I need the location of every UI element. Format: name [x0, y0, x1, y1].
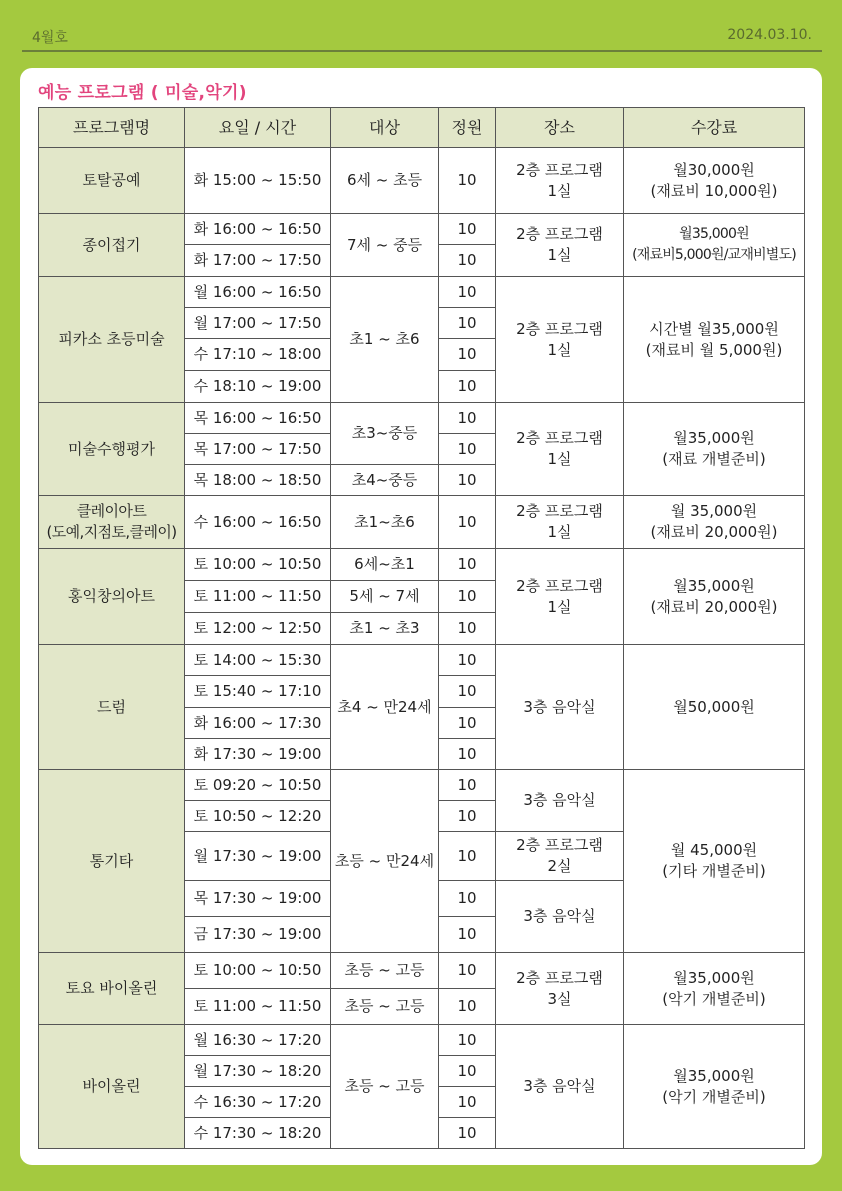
target-cell: 5세 ~ 7세 — [331, 581, 439, 613]
time-cell: 수 17:30 ~ 18:20 — [185, 1118, 331, 1149]
place-line: 2층 프로그램 — [516, 429, 603, 447]
header-place: 장소 — [496, 108, 624, 148]
place-cell — [496, 953, 624, 1025]
capacity-cell: 10 — [439, 832, 496, 881]
content-panel — [20, 68, 822, 1165]
time-cell: 월 16:00 ~ 16:50 — [185, 277, 331, 308]
capacity-cell: 10 — [439, 645, 496, 676]
fee-line: 월35,000원 — [673, 968, 755, 987]
fee-cell — [624, 277, 805, 403]
place-cell: 3층 음악실 — [496, 881, 624, 953]
place-line: 1실 — [547, 246, 572, 264]
time-cell: 토 10:50 ~ 12:20 — [185, 801, 331, 832]
capacity-cell: 10 — [439, 770, 496, 801]
capacity-cell: 10 — [439, 581, 496, 613]
time-cell: 목 17:00 ~ 17:50 — [185, 434, 331, 465]
program-name: 드럼 — [39, 645, 185, 770]
capacity-cell: 10 — [439, 801, 496, 832]
time-cell: 토 09:20 ~ 10:50 — [185, 770, 331, 801]
time-cell: 토 14:00 ~ 15:30 — [185, 645, 331, 676]
program-name: 토탈공예 — [39, 148, 185, 214]
place-line: 2층 프로그램 — [516, 576, 603, 595]
fee-line: (악기 개별준비) — [662, 1087, 766, 1106]
place-cell — [496, 549, 624, 645]
program-name — [39, 496, 185, 549]
capacity-cell: 10 — [439, 496, 496, 549]
target-cell: 초등 ~ 고등 — [331, 953, 439, 989]
header-target: 대상 — [331, 108, 439, 148]
fee-cell — [624, 770, 805, 953]
capacity-cell: 10 — [439, 434, 496, 465]
place-line: 2층 프로그램 — [516, 225, 603, 243]
time-cell: 화 17:30 ~ 19:00 — [185, 739, 331, 770]
fee-cell — [624, 214, 805, 277]
target-cell: 초3~중등 — [331, 403, 439, 465]
table-row — [39, 953, 805, 989]
fee-cell: 월50,000원 — [624, 645, 805, 770]
capacity-cell: 10 — [439, 708, 496, 739]
capacity-cell: 10 — [439, 1056, 496, 1087]
table-row — [39, 277, 805, 308]
place-line: 2층 프로그램 — [516, 968, 603, 987]
time-cell: 월 16:30 ~ 17:20 — [185, 1025, 331, 1056]
program-name: 통기타 — [39, 770, 185, 953]
place-line: 2층 프로그램 — [516, 502, 603, 520]
fee-line: 월 45,000원 — [670, 841, 758, 859]
fee-line: 월35,000원 — [673, 429, 755, 447]
capacity-cell: 10 — [439, 739, 496, 770]
time-cell: 토 11:00 ~ 11:50 — [185, 581, 331, 613]
time-cell: 화 15:00 ~ 15:50 — [185, 148, 331, 214]
time-cell: 월 17:00 ~ 17:50 — [185, 308, 331, 339]
fee-line: (재료비 20,000원) — [650, 597, 778, 616]
section-title: 예능 프로그램 ( 미술,악기) — [38, 83, 247, 103]
program-name: 종이접기 — [39, 214, 185, 277]
table-header-row — [39, 108, 805, 148]
place-line: 2층 프로그램 — [516, 319, 603, 338]
table-row — [39, 214, 805, 245]
capacity-cell: 10 — [439, 403, 496, 434]
place-cell — [496, 496, 624, 549]
place-line: 1실 — [547, 450, 572, 468]
target-cell: 7세 ~ 중등 — [331, 214, 439, 277]
capacity-cell: 10 — [439, 676, 496, 708]
place-line: 2층 프로그램 — [516, 836, 603, 854]
fee-line: 시간별 월35,000원 — [649, 319, 779, 338]
fee-line: (재료비 월 5,000원) — [645, 340, 783, 359]
place-cell — [496, 832, 624, 881]
time-cell: 토 15:40 ~ 17:10 — [185, 676, 331, 708]
table-row — [39, 403, 805, 434]
fee-cell — [624, 953, 805, 1025]
time-cell: 목 17:30 ~ 19:00 — [185, 881, 331, 917]
capacity-cell: 10 — [439, 245, 496, 277]
place-cell — [496, 403, 624, 496]
table-row — [39, 770, 805, 801]
header-capacity: 정원 — [439, 108, 496, 148]
capacity-cell: 10 — [439, 917, 496, 953]
place-line: 2층 프로그램 — [516, 160, 603, 179]
capacity-cell: 10 — [439, 214, 496, 245]
program-name: 토요 바이올린 — [39, 953, 185, 1025]
fee-line: (악기 개별준비) — [662, 989, 766, 1008]
capacity-cell: 10 — [439, 339, 496, 371]
fee-cell — [624, 549, 805, 645]
fee-line: (재료비 20,000원) — [650, 523, 778, 541]
program-name: 미술수행평가 — [39, 403, 185, 496]
target-cell: 6세~초1 — [331, 549, 439, 581]
time-cell: 토 11:00 ~ 11:50 — [185, 989, 331, 1025]
capacity-cell: 10 — [439, 1025, 496, 1056]
fee-line: 월35,000원 — [673, 576, 755, 595]
header-time: 요일 / 시간 — [185, 108, 331, 148]
capacity-cell: 10 — [439, 277, 496, 308]
fee-line: 월35,000원 — [679, 226, 749, 242]
program-name: 홍익창의아트 — [39, 549, 185, 645]
time-cell: 수 16:00 ~ 16:50 — [185, 496, 331, 549]
fee-cell — [624, 403, 805, 496]
time-cell: 금 17:30 ~ 19:00 — [185, 917, 331, 953]
program-name: 피카소 초등미술 — [39, 277, 185, 403]
target-cell: 초등 ~ 만24세 — [331, 770, 439, 953]
program-table — [38, 107, 805, 1149]
fee-line: (재료 개별준비) — [662, 450, 766, 468]
capacity-cell: 10 — [439, 1087, 496, 1118]
time-cell: 화 16:00 ~ 16:50 — [185, 214, 331, 245]
target-cell: 초1 ~ 초6 — [331, 277, 439, 403]
time-cell: 토 10:00 ~ 10:50 — [185, 953, 331, 989]
issue-label: 4월호 — [32, 30, 68, 46]
fee-line: (기타 개별준비) — [662, 862, 766, 880]
place-cell — [496, 277, 624, 403]
capacity-cell: 10 — [439, 989, 496, 1025]
place-cell — [496, 148, 624, 214]
capacity-cell: 10 — [439, 465, 496, 496]
place-cell: 3층 음악실 — [496, 645, 624, 770]
place-line: 1실 — [547, 523, 572, 541]
place-cell — [496, 214, 624, 277]
capacity-cell: 10 — [439, 1118, 496, 1149]
time-cell: 토 12:00 ~ 12:50 — [185, 613, 331, 645]
fee-line: 월 35,000원 — [670, 502, 758, 520]
place-cell: 3층 음악실 — [496, 1025, 624, 1149]
time-cell: 수 17:10 ~ 18:00 — [185, 339, 331, 371]
target-cell: 초4~중등 — [331, 465, 439, 496]
time-cell: 월 17:30 ~ 19:00 — [185, 832, 331, 881]
place-line: 3실 — [547, 989, 572, 1008]
table-row — [39, 496, 805, 549]
fee-line: 월35,000원 — [673, 1066, 755, 1085]
table-row — [39, 549, 805, 581]
program-name-line: 클레이아트 — [76, 502, 147, 520]
fee-line: (재료비5,000원/교재비별도) — [632, 247, 796, 263]
target-cell: 6세 ~ 초등 — [331, 148, 439, 214]
program-name-line: (도예,지점토,클레이) — [46, 523, 177, 541]
capacity-cell: 10 — [439, 953, 496, 989]
time-cell: 화 17:00 ~ 17:50 — [185, 245, 331, 277]
fee-cell — [624, 1025, 805, 1149]
header-fee: 수강료 — [624, 108, 805, 148]
table-row — [39, 645, 805, 676]
capacity-cell: 10 — [439, 148, 496, 214]
program-name: 바이올린 — [39, 1025, 185, 1149]
time-cell: 월 17:30 ~ 18:20 — [185, 1056, 331, 1087]
target-cell: 초1 ~ 초3 — [331, 613, 439, 645]
time-cell: 토 10:00 ~ 10:50 — [185, 549, 331, 581]
capacity-cell: 10 — [439, 881, 496, 917]
target-cell: 초등 ~ 고등 — [331, 1025, 439, 1149]
capacity-cell: 10 — [439, 371, 496, 403]
fee-cell — [624, 496, 805, 549]
time-cell: 목 18:00 ~ 18:50 — [185, 465, 331, 496]
target-cell: 초1~초6 — [331, 496, 439, 549]
fee-cell — [624, 148, 805, 214]
table-row — [39, 148, 805, 214]
fee-line: 월30,000원 — [673, 160, 755, 179]
time-cell: 화 16:00 ~ 17:30 — [185, 708, 331, 739]
issue-date: 2024.03.10. — [727, 27, 812, 43]
time-cell: 목 16:00 ~ 16:50 — [185, 403, 331, 434]
capacity-cell: 10 — [439, 613, 496, 645]
target-cell: 초등 ~ 고등 — [331, 989, 439, 1025]
table-row — [39, 1025, 805, 1056]
target-cell: 초4 ~ 만24세 — [331, 645, 439, 770]
top-bar — [22, 22, 822, 52]
place-line: 1실 — [547, 181, 572, 200]
fee-line: (재료비 10,000원) — [650, 181, 778, 200]
place-line: 1실 — [547, 340, 572, 359]
time-cell: 수 18:10 ~ 19:00 — [185, 371, 331, 403]
time-cell: 수 16:30 ~ 17:20 — [185, 1087, 331, 1118]
capacity-cell: 10 — [439, 308, 496, 339]
place-cell: 3층 음악실 — [496, 770, 624, 832]
place-line: 1실 — [547, 597, 572, 616]
capacity-cell: 10 — [439, 549, 496, 581]
place-line: 2실 — [547, 857, 572, 875]
header-program: 프로그램명 — [39, 108, 185, 148]
